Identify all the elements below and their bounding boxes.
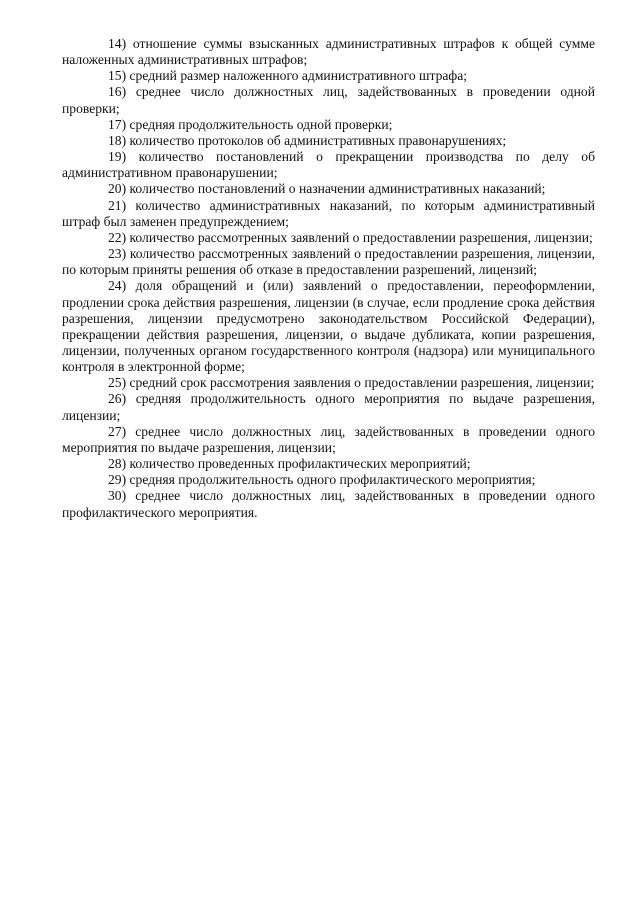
- list-item-17: 17) средняя продолжительность одной проверки;: [108, 116, 393, 132]
- list-item-15: 15) средний размер наложенного административного штрафа;: [108, 68, 468, 84]
- list-item-22: 22) количество рассмотренных заявлений о предоставлении разрешения, лицензии;: [108, 229, 593, 245]
- list-item-20: 20) количество постановлений о назначении административных наказаний;: [108, 181, 546, 197]
- list-item-24: 24) доля обращений и (или) заявлений о предоставлении, переоформлении, продлении срока действия разрешения, лицензии (в случае, если продление срока действия разрешения, лицензии предусмотрено законодательством Российской Федерации), прекращении действия разрешения, лицензии, о выдаче дубликата, копии разрешения, лицензии, полученных органом государственного контроля (надзора) или муниципального контроля в электронной форме;: [62, 278, 595, 375]
- list-item-14: 14) отношение суммы взысканных административных штрафов к общей сумме наложенных административных штрафов;: [62, 36, 595, 68]
- list-item-25: 25) средний срок рассмотрения заявления о предоставлении разрешения, лицензии;: [108, 375, 595, 391]
- document-body: [62, 36, 595, 521]
- list-item-16: 16) среднее число должностных лиц, задействованных в проведении одной проверки;: [62, 84, 595, 116]
- list-item-19: 19) количество постановлений о прекращении производства по делу об административном правонарушении;: [62, 149, 595, 181]
- list-item-28: 28) количество проведенных профилактических мероприятий;: [108, 456, 471, 472]
- list-item-29: 29) средняя продолжительность одного профилактического мероприятия;: [108, 472, 536, 488]
- list-item-21: 21) количество административных наказаний, по которым административный штраф был заменен предупреждением;: [62, 197, 595, 229]
- list-item-27: 27) среднее число должностных лиц, задействованных в проведении одного мероприятия по выдаче разрешения, лицензии;: [62, 423, 595, 455]
- list-item-23: 23) количество рассмотренных заявлений о предоставлении разрешения, лицензии, по которым приняты решения об отказе в предоставлении разрешений, лицензий;: [62, 246, 595, 278]
- list-item-26: 26) средняя продолжительность одного мероприятия по выдаче разрешения, лицензии;: [62, 391, 595, 423]
- list-item-30: 30) среднее число должностных лиц, задействованных в проведении одного профилактического мероприятия.: [62, 488, 595, 520]
- list-item-18: 18) количество протоколов об административных правонарушениях;: [108, 132, 507, 148]
